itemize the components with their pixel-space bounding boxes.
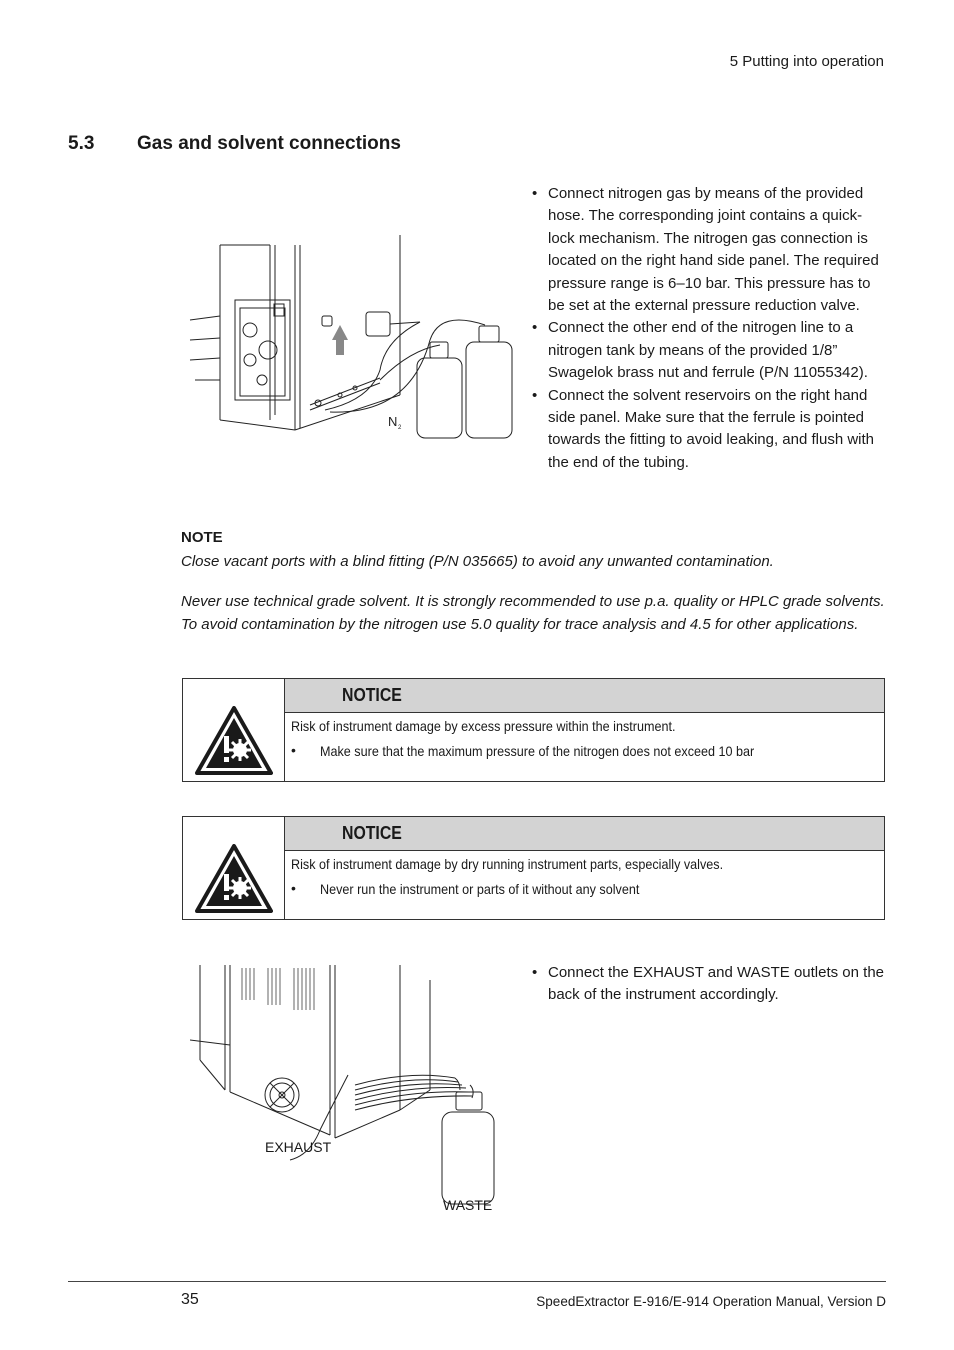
note-text-2: Never use technical grade solvent. It is strongly recommended to use p.a. quality or HPLC grade solvents. To avoid contamination by the nitrogen use 5.0 quality for trace analysis and 4.5 for other applications. (181, 593, 885, 633)
nitrogen-label-subscript: 2 (398, 425, 402, 431)
section-number: 5.3 (68, 133, 95, 154)
note-heading: NOTE (181, 529, 223, 546)
notice-title: NOTICE (342, 823, 402, 843)
exhaust-waste-figure (190, 960, 510, 1220)
note-text-1: Close vacant ports with a blind fitting (P/N 035665) to avoid any unwanted contamination. (181, 553, 774, 570)
outlet-steps-list (528, 962, 888, 1007)
notice-header (285, 817, 884, 851)
nitrogen-label: N (388, 414, 398, 429)
step-exhaust-waste: • Connect the EXHAUST and WASTE outlets on the back of the instrument accordingly. (528, 962, 888, 1007)
section-title: Gas and solvent connections (137, 133, 401, 154)
notice-title: NOTICE (342, 685, 402, 705)
notice-header (285, 679, 884, 713)
notice-bullet-dot: • (291, 880, 296, 896)
waste-label: WASTE (443, 1197, 493, 1213)
footer-divider (68, 1281, 886, 1282)
step-solvent-reservoirs: • Connect the solvent reservoirs on the right hand side panel. Make sure that the ferrule is pointed towards the fitting to avoid leaking, and flush with the end of the tubing. (528, 385, 888, 475)
page-number: 35 (181, 1291, 199, 1308)
notice-bullet-text: Make sure that the maximum pressure of the nitrogen does not exceed 10 bar (320, 743, 755, 759)
nitrogen-connection-figure (180, 230, 520, 445)
step-nitrogen-tank: • Connect the other end of the nitrogen line to a nitrogen tank by means of the provided 1/8” Swagelok brass nut and ferrule (P/N 11055342). (528, 317, 888, 384)
step-nitrogen-hose: • Connect nitrogen gas by means of the provided hose. The corresponding joint contains a quick-lock mechanism. The nitrogen gas connection is located on the right hand side panel. The required pressure range is 6–10 bar. This pressure has to be set at the external pressure reduction valve. (528, 183, 888, 317)
connection-steps-list (528, 183, 888, 474)
notice-text: Risk of instrument damage by excess pressure within the instrument. (291, 718, 676, 734)
exhaust-label: EXHAUST (265, 1139, 332, 1155)
running-header-chapter: 5 Putting into operation (729, 53, 884, 70)
warning-triangle-icon (195, 844, 273, 914)
warning-triangle-icon (195, 706, 273, 776)
notice-box-dry-running (182, 816, 885, 920)
notice-icon-cell (183, 679, 285, 781)
footer-manual-title: SpeedExtractor E-916/E-914 Operation Manual, Version D (536, 1294, 886, 1309)
notice-text: Risk of instrument damage by dry running instrument parts, especially valves. (291, 856, 724, 872)
notice-bullet-text: Never run the instrument or parts of it without any solvent (320, 881, 640, 897)
notice-icon-cell (183, 817, 285, 919)
notice-bullet-dot: • (291, 742, 296, 758)
notice-box-pressure (182, 678, 885, 782)
